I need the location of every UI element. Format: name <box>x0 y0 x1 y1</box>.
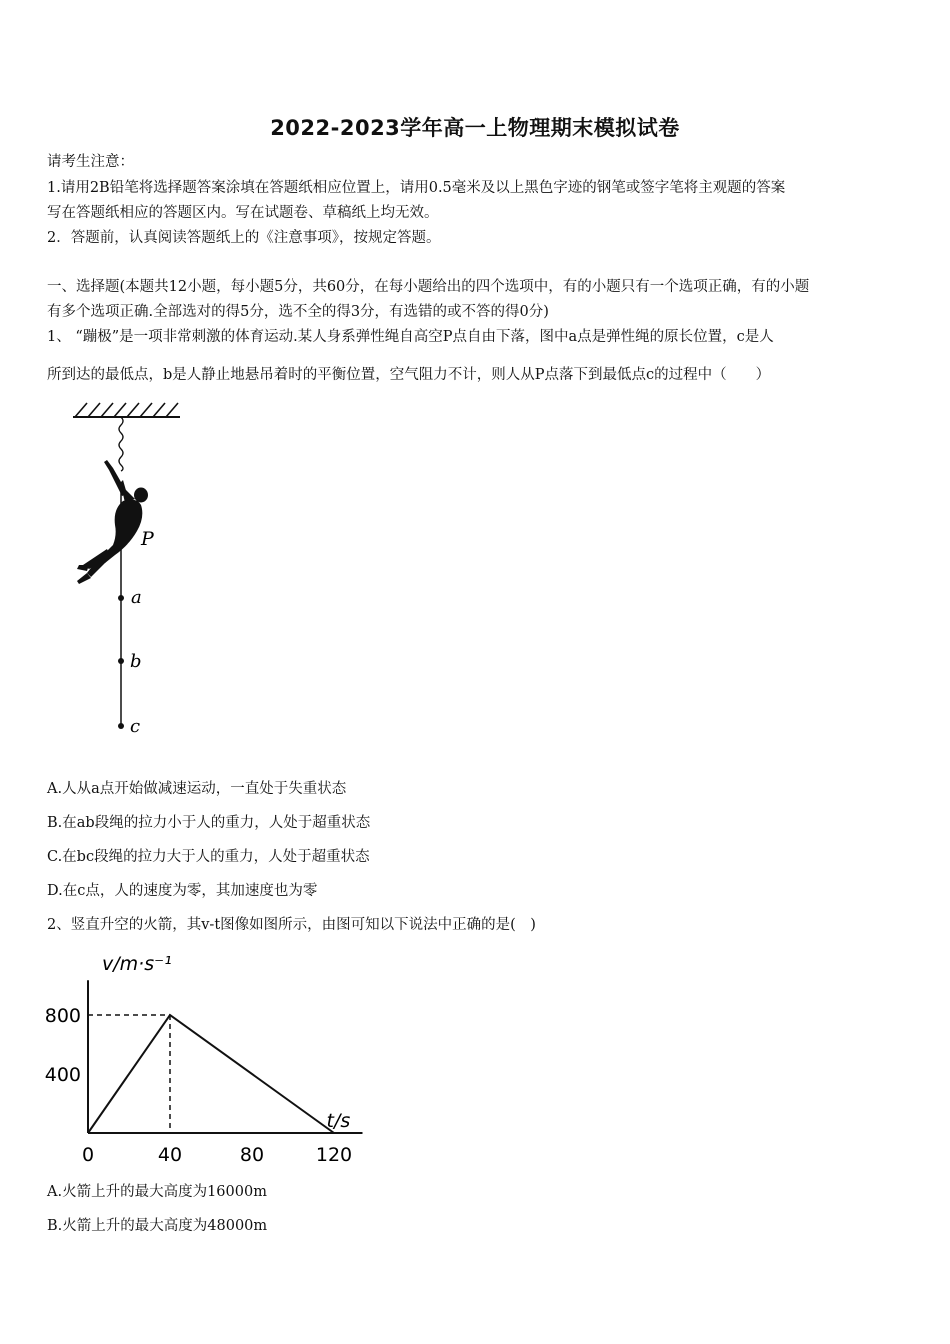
notice-item-1-line-1: 1.请用2B铅笔将选择题答案涂填在答题纸相应位置上，请用0.5毫米及以上黑色字迹的钢笔或签字笔将主观题的答案 <box>47 180 786 196</box>
point-a-marker <box>118 595 124 601</box>
question-1-option-d: D.在c点，人的速度为零，其加速度也为零 <box>47 883 318 899</box>
question-2-stem: 2、竖直升空的火箭，其v-t图像如图所示，由图可知以下说法中正确的是( ) <box>47 917 536 933</box>
x-tick-label: 80 <box>239 1144 265 1166</box>
point-b-marker <box>118 658 124 664</box>
x-tick-label: 120 <box>315 1144 353 1166</box>
question-2-option-b: B.火箭上升的最大高度为48000m <box>47 1218 268 1234</box>
label-b: b <box>130 651 142 672</box>
point-c-marker <box>118 723 124 729</box>
ceiling-hatch <box>75 403 178 417</box>
notice-item-2: 2．答题前，认真阅读答题纸上的《注意事项》，按规定答题。 <box>47 230 441 246</box>
section-heading-line-2: 有多个选项正确.全部选对的得5分，选不全的得3分，有选错的或不答的得0分) <box>47 304 549 320</box>
section-heading-line-1: 一、选择题(本题共12小题，每小题5分，共60分，在每小题给出的四个选项中，有的小题只有一个选项正确，有的小题 <box>47 279 810 295</box>
question-2-option-a: A.火箭上升的最大高度为16000m <box>47 1184 267 1200</box>
question-1-option-c: C.在bc段绳的拉力大于人的重力，人处于超重状态 <box>47 849 370 865</box>
question-1-stem-line-2: 所到达的最低点，b是人静止地悬吊着时的平衡位置，空气阻力不计，则人从P点落下到最低点c的过程中（ ） <box>47 367 771 383</box>
label-c: c <box>130 716 141 737</box>
vt-chart <box>40 950 353 1172</box>
x-axis-label: t/s <box>326 1110 351 1132</box>
notice-item-1-line-2: 写在答题纸相应的答题区内。写在试题卷、草稿纸上均无效。 <box>47 205 439 221</box>
notice-heading: 请考生注意： <box>47 154 134 170</box>
series-line <box>88 1015 334 1133</box>
jumper-silhouette <box>77 460 148 584</box>
x-tick-label: 0 <box>81 1144 95 1166</box>
label-a: a <box>131 587 142 608</box>
x-tick-label: 40 <box>157 1144 183 1166</box>
question-1-option-a: A.人从a点开始做减速运动，一直处于失重状态 <box>47 781 347 797</box>
bungee-cord <box>119 417 123 471</box>
y-axis-label: v/m·s⁻¹ <box>102 953 172 975</box>
y-tick-label: 400 <box>44 1064 81 1086</box>
question-1-option-b: B.在ab段绳的拉力小于人的重力，人处于超重状态 <box>47 815 371 831</box>
bungee-figure <box>55 395 195 740</box>
y-tick-label: 800 <box>44 1005 81 1027</box>
label-p: P <box>141 528 154 550</box>
page-title: 2022-2023学年高一上物理期末模拟试卷 <box>270 116 680 140</box>
question-1-stem-line-1: 1、 “蹦极”是一项非常刺激的体育运动.某人身系弹性绳自高空P点自由下落，图中a点是弹性绳的原长位置，c是人 <box>47 329 774 345</box>
